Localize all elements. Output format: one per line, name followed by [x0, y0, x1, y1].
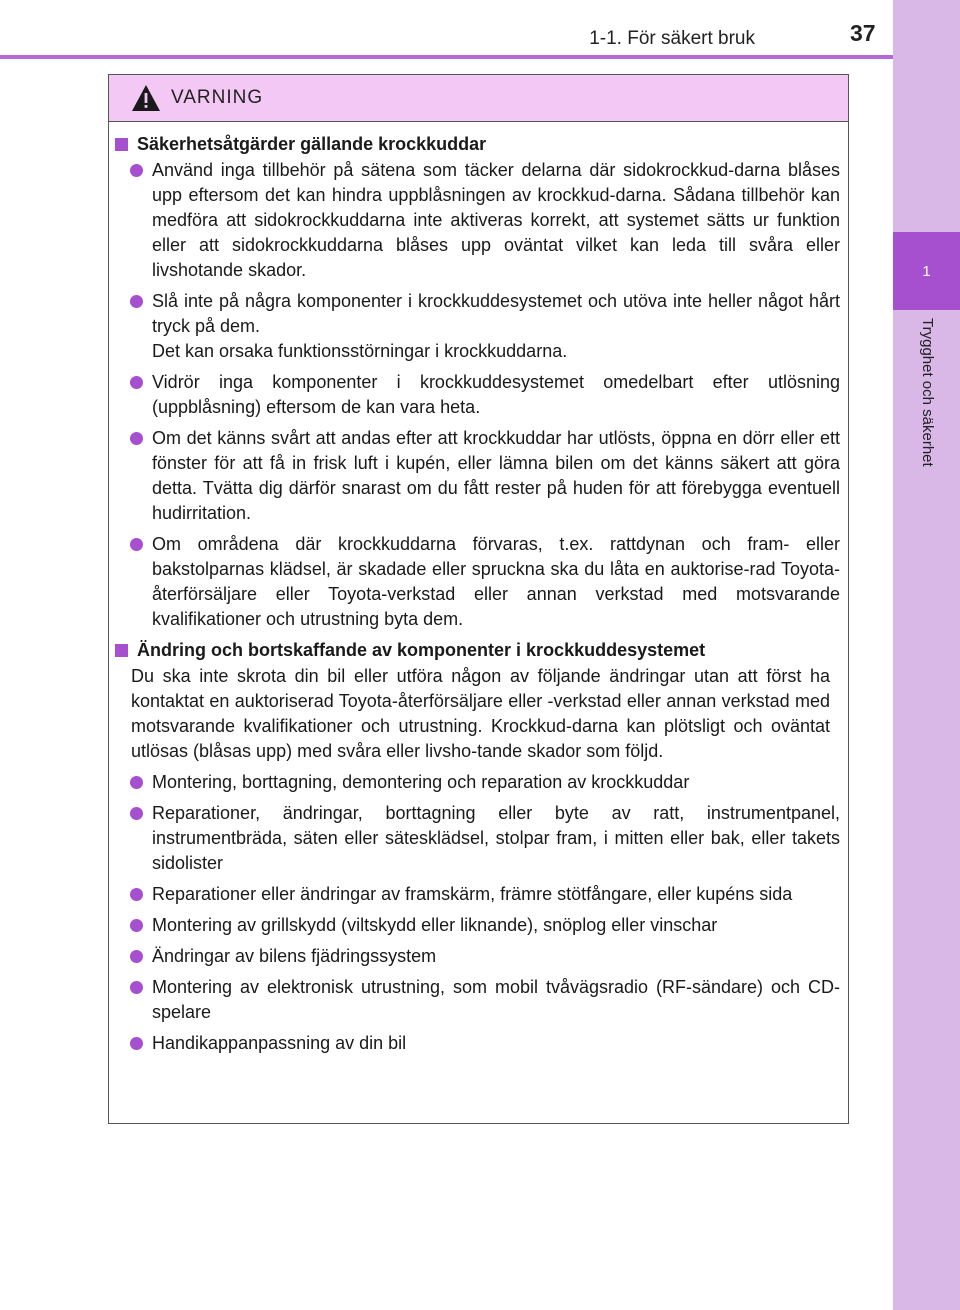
warning-header	[109, 75, 848, 122]
chapter-title-tab	[893, 318, 960, 548]
bullet-dot-icon	[130, 981, 143, 994]
square-bullet-icon	[115, 138, 128, 151]
bullet-dot-icon	[130, 776, 143, 789]
chapter-title: Trygghet och säkerhet	[918, 318, 936, 467]
bullet-dot-icon	[130, 295, 143, 308]
list-item: Använd inga tillbehör på sätena som täcker delarna där sidokrockkud-darna blåses upp eftersom det kan hindra uppblåsningen av krockkud-darna. Sådana tillbehör kan medföra att sidokrockkuddarna inte aktiveras korrekt, att systemet sätts ur funktion eller att sidokrockkuddarna blåses upp oväntat vilket kan leda till svåra eller livshotande skador.	[109, 158, 848, 283]
bullet-dot-icon	[130, 807, 143, 820]
list-item: Reparationer, ändringar, borttagning eller byte av ratt, instrumentpanel, instrumentbräda, säten eller sätesklädsel, stolpar fram, i mitten eller bak, eller takets sidolister	[109, 801, 848, 876]
section-heading: Säkerhetsåtgärder gällande krockkuddar	[109, 132, 848, 157]
section-heading: Ändring och bortskaffande av komponenter i krockkuddesystemet	[109, 638, 848, 663]
section-title: 1-1. För säkert bruk	[589, 28, 755, 49]
bullet-dot-icon	[130, 919, 143, 932]
header-divider	[0, 55, 893, 59]
page-number: 37	[850, 20, 876, 46]
bullet-dot-icon	[130, 164, 143, 177]
bullet-dot-icon	[130, 538, 143, 551]
list-item: Om det känns svårt att andas efter att krockkuddar har utlösts, öppna en dörr eller ett fönster för att få in frisk luft i kupén, eller lämna bilen om det känns säkert att göra detta. Tvätta dig därför snarast om du fått rester på huden för att förebygga eventuell hudirritation.	[109, 426, 848, 526]
section-intro: Du ska inte skrota din bil eller utföra någon av följande ändringar utan att först ha kontaktat en auktoriserad Toyota-återförsäljare eller -verkstad eller annan verkstad med motsvarande kvalifikationer och utrustning. Krockkud-darna kan plötsligt och oväntat utlösas (blåsas upp) med svåra eller livsho-tande skador som följd.	[131, 666, 830, 761]
warning-triangle-icon	[131, 84, 161, 112]
chapter-number: 1	[922, 262, 931, 280]
warning-content	[109, 132, 848, 1062]
square-bullet-icon	[115, 644, 128, 657]
list-item: Slå inte på några komponenter i krockkuddesystemet och utöva inte heller något hårt tryck på dem. Det kan orsaka funktionsstörningar i krockkuddarna.	[109, 289, 848, 364]
bullet-dot-icon	[130, 1037, 143, 1050]
warning-box	[108, 74, 849, 1124]
chapter-number-tab[interactable]	[893, 232, 960, 310]
list-item: Vidrör inga komponenter i krockkuddesystemet omedelbart efter utlösning (uppblåsning) eftersom de kan vara heta.	[109, 370, 848, 420]
warning-title: VARNING	[171, 87, 264, 108]
list-item: Handikappanpassning av din bil	[109, 1031, 848, 1056]
list-item: Montering av grillskydd (viltskydd eller liknande), snöplog eller vinschar	[109, 913, 848, 938]
bullet-dot-icon	[130, 376, 143, 389]
list-item: Montering, borttagning, demontering och reparation av krockkuddar	[109, 770, 848, 795]
bullet-dot-icon	[130, 432, 143, 445]
list-item: Montering av elektronisk utrustning, som mobil tvåvägsradio (RF-sändare) och CD-spelare	[109, 975, 848, 1025]
list-item: Ändringar av bilens fjädringssystem	[109, 944, 848, 969]
sidebar-strip	[893, 0, 960, 1310]
list-item: Reparationer eller ändringar av framskärm, främre stötfångare, eller kupéns sida	[109, 882, 848, 907]
list-item: Om områdena där krockkuddarna förvaras, t.ex. rattdynan och fram- eller bakstolparnas klädsel, är skadade eller spruckna ska du låta en auktorise-rad Toyota-återförsäljare eller Toyota-verkstad eller annan verkstad med motsvarande kvalifikationer och utrustning byta dem.	[109, 532, 848, 632]
bullet-dot-icon	[130, 950, 143, 963]
bullet-dot-icon	[130, 888, 143, 901]
